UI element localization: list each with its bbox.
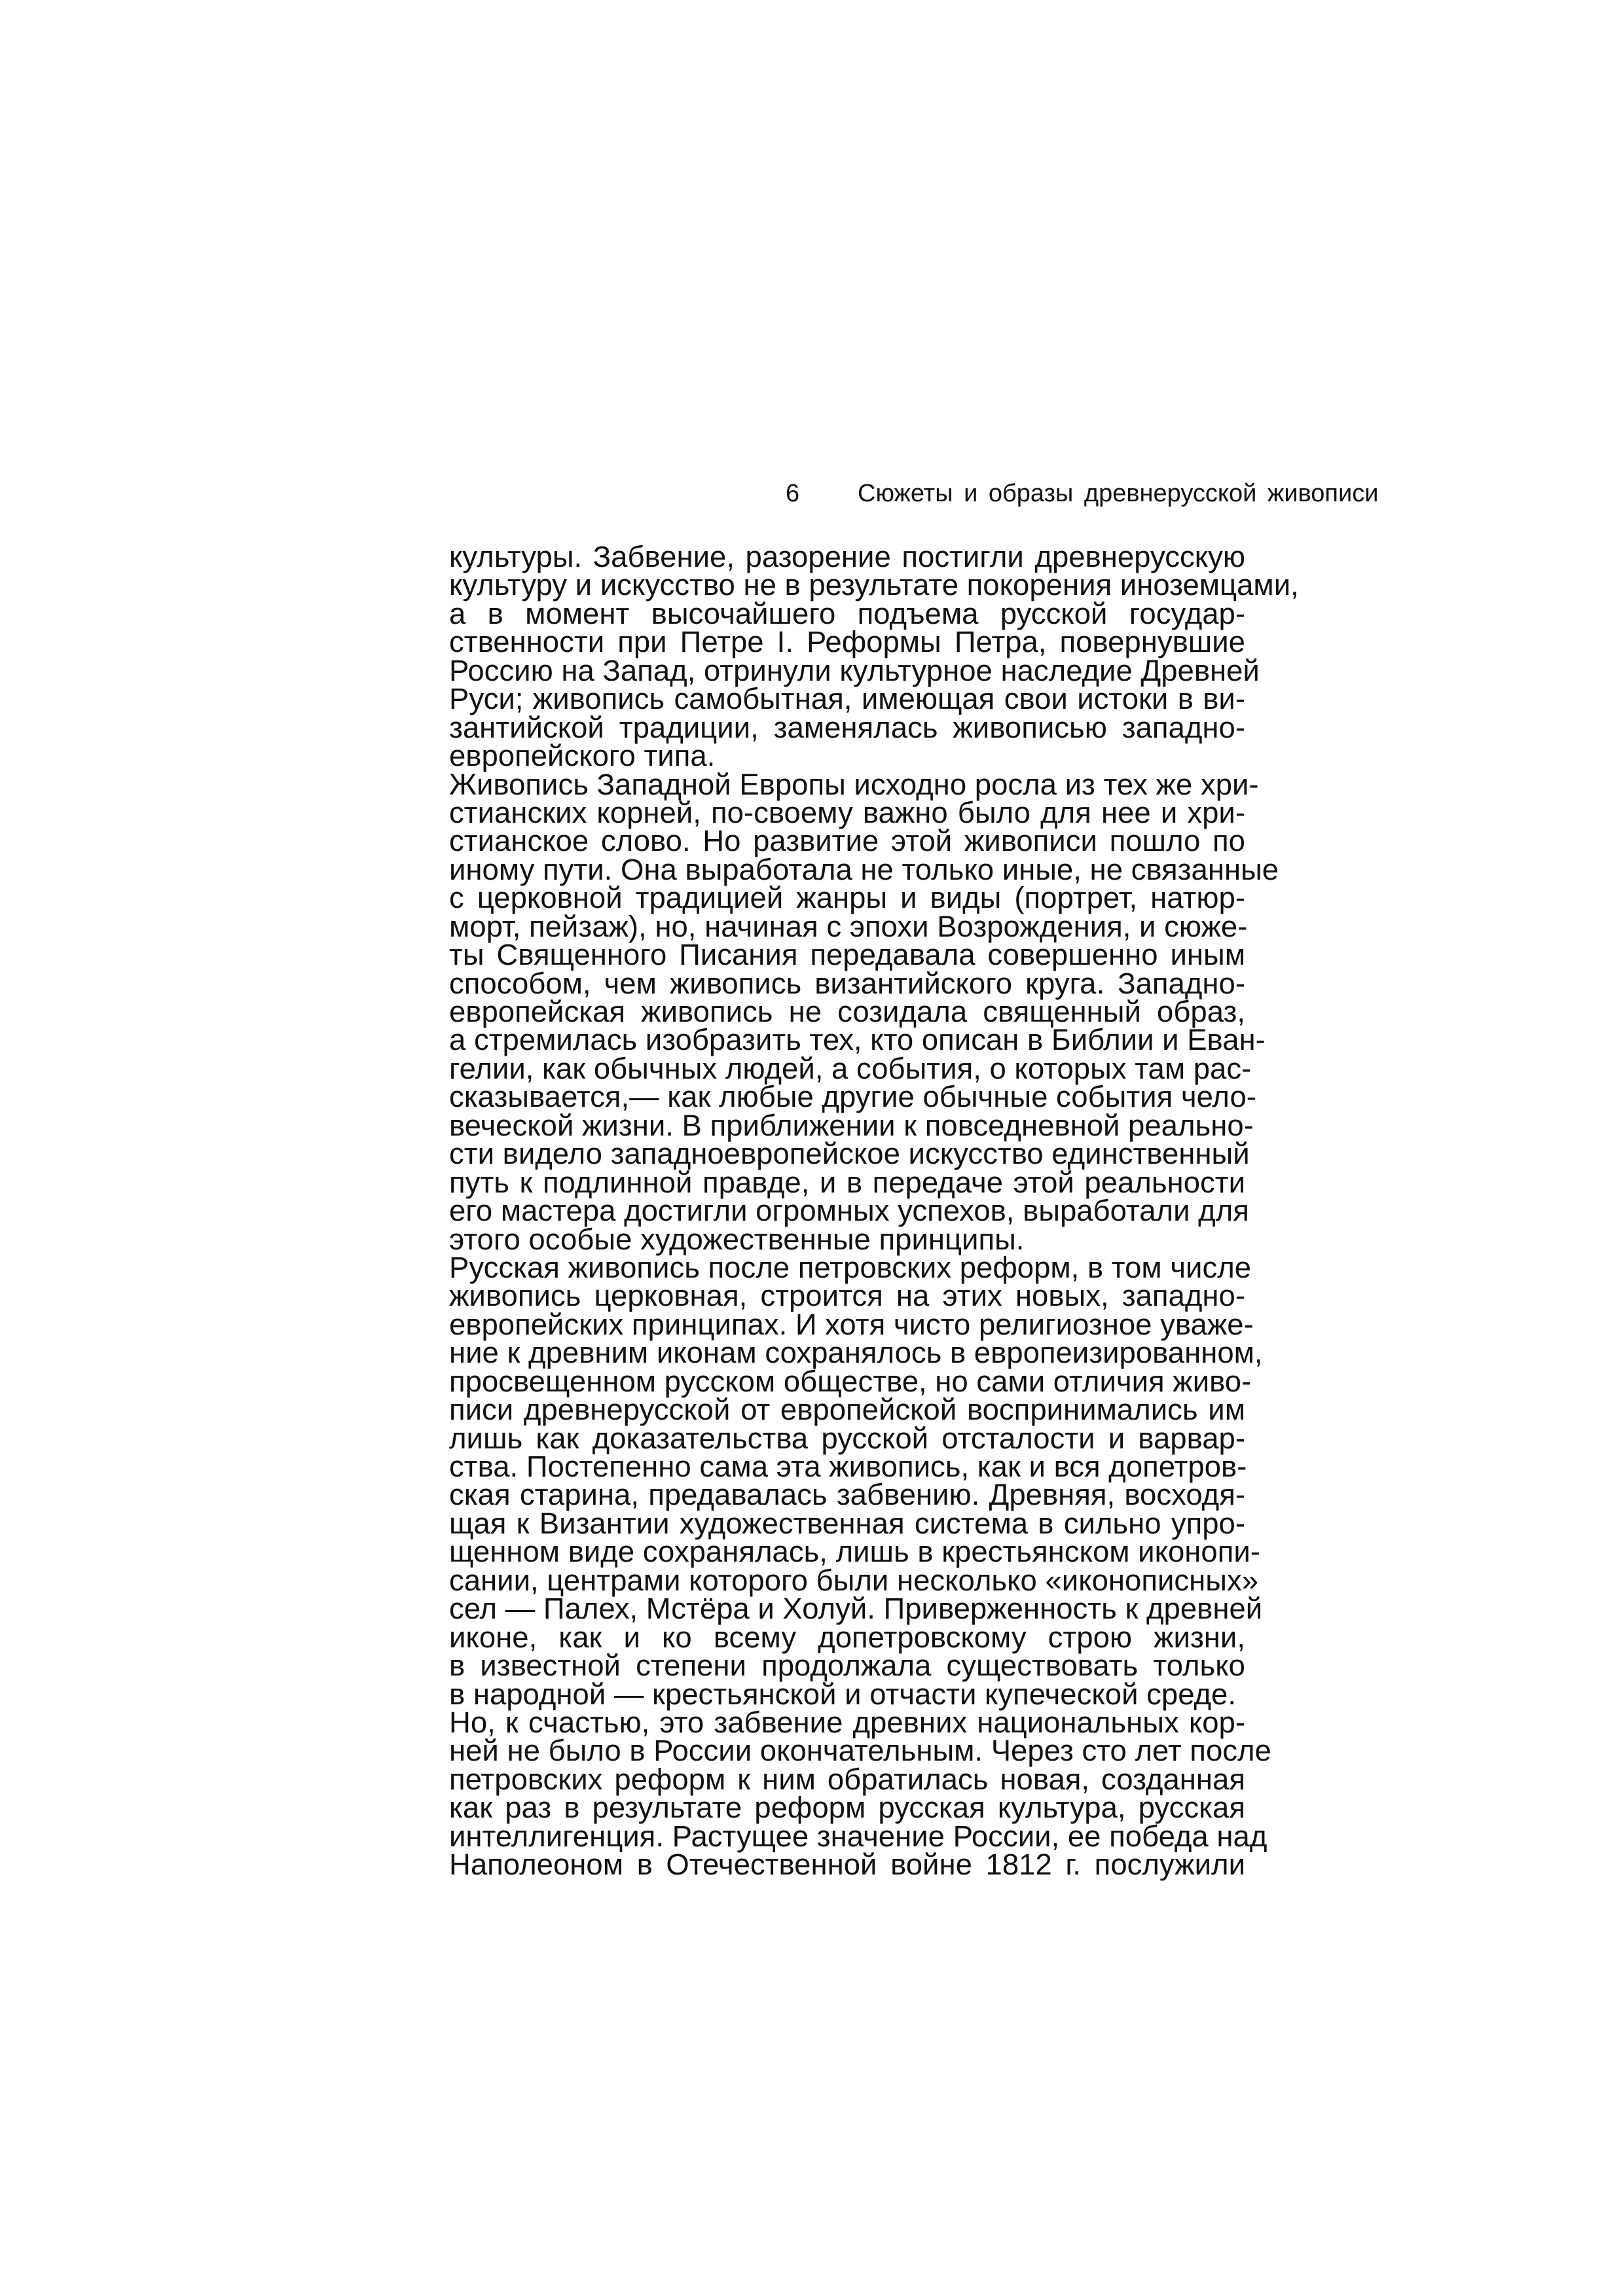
text-line: этого особые художественные принципы. [449,1222,1025,1256]
text-line: интеллигенция. Растущее значение России, ее победа над [449,1819,1267,1853]
text-line: сти видело западноевропейское искусство единственный [449,1137,1250,1171]
text-line: писи древнерусской от европейской воспринимались им [449,1393,1245,1427]
text-line: щая к Византии художественная система в сильно упро- [449,1506,1245,1540]
text-line: его мастера достигли огромных успехов, выработали для [449,1194,1249,1228]
text-line: а в момент высочайшего подъема русской государ- [449,596,1245,630]
text-line: европейского типа. [449,739,716,773]
text-line: ние к древним иконам сохранялось в европеизированном, [449,1336,1263,1370]
running-title: Сюжеты и образы древнерусской живописи [858,480,1379,507]
text-line: ней не было в России окончательным. Через сто лет после [449,1734,1271,1768]
text-line: сании, центрами которого были несколько «иконописных» [449,1563,1259,1597]
text-line: иному пути. Она выработала не только иные, не связанные [449,852,1279,886]
text-line: стианских корней, по-своему важно было для нее и хри- [449,795,1245,829]
text-line: в известной степени продолжала существовать только [449,1649,1245,1683]
text-line: морт, пейзаж), но, начиная с эпохи Возрождения, и сюже- [449,909,1248,943]
page-number: 6 [786,480,800,507]
text-line: как раз в результате реформ русская культура, русская [449,1791,1245,1825]
text-line: стианское слово. Но развитие этой живописи пошло по [449,824,1245,858]
running-head [786,474,1379,513]
text-line: культуру и искусство не в результате покорения иноземцами, [449,568,1299,602]
text-line: с церковной традицией жанры и виды (портрет, натюр- [449,881,1245,915]
body-text [449,540,1299,1882]
text-line: Руси; живопись самобытная, имеющая свои истоки в ви- [449,682,1245,716]
text-line: зантийской традиции, заменялась живописью западно- [449,710,1245,744]
text-line: просвещенном русском обществе, но сами отличия живо- [449,1364,1252,1398]
text-line: европейская живопись не созидала священный образ, [449,995,1245,1028]
text-line: ты Священного Писания передавала совершенно иным [449,938,1245,972]
text-line: иконе, как и ко всему допетровскому строю жизни, [449,1620,1245,1654]
text-line: щенном виде сохранялась, лишь в крестьянском иконопи- [449,1535,1260,1569]
text-line: а стремилась изобразить тех, кто описан в Библии и Еван- [449,1023,1266,1057]
text-line: петровских реформ к ним обратилась новая, созданная [449,1762,1245,1796]
text-line: Но, к счастью, это забвение древних национальных кор- [449,1705,1245,1739]
text-line: сел — Палех, Мстёра и Холуй. Приверженность к древней [449,1592,1263,1626]
text-line: живопись церковная, строится на этих новых, западно- [449,1279,1245,1313]
text-line: ства. Постепенно сама эта живопись, как и вся допетров- [449,1450,1247,1483]
text-line: ская старина, предавалась забвению. Древняя, восходя- [449,1478,1245,1512]
text-line: европейских принципах. И хотя чисто религиозное уваже- [449,1307,1254,1341]
text-line: способом, чем живопись византийского круга. Западно- [449,966,1245,1000]
text-line: лишь как доказательства русской отсталости и варвар- [449,1421,1245,1455]
text-line: культуры. Забвение, разорение постигли древнерусскую [449,540,1245,573]
text-line: веческой жизни. В приближении к повседневной реально- [449,1108,1254,1142]
text-line: путь к подлинной правде, и в передаче этой реальности [449,1165,1245,1199]
text-line: сказывается,— как любые другие обычные события чело- [449,1080,1256,1114]
text-line: Русская живопись после петровских реформ, в том числе [449,1250,1252,1284]
text-line: ственности при Петре I. Реформы Петра, повернувшие [449,625,1245,659]
text-line: Наполеоном в Отечественной войне 1812 г. послужили [449,1848,1245,1882]
text-line: Живопись Западной Европы исходно росла из тех же хри- [449,767,1259,801]
text-line: гелии, как обычных людей, а события, о которых там рас- [449,1051,1252,1085]
text-line: в народной — крестьянской и отчасти купеческой среде. [449,1677,1236,1711]
text-line: Россию на Запад, отринули культурное наследие Древней [449,653,1260,687]
